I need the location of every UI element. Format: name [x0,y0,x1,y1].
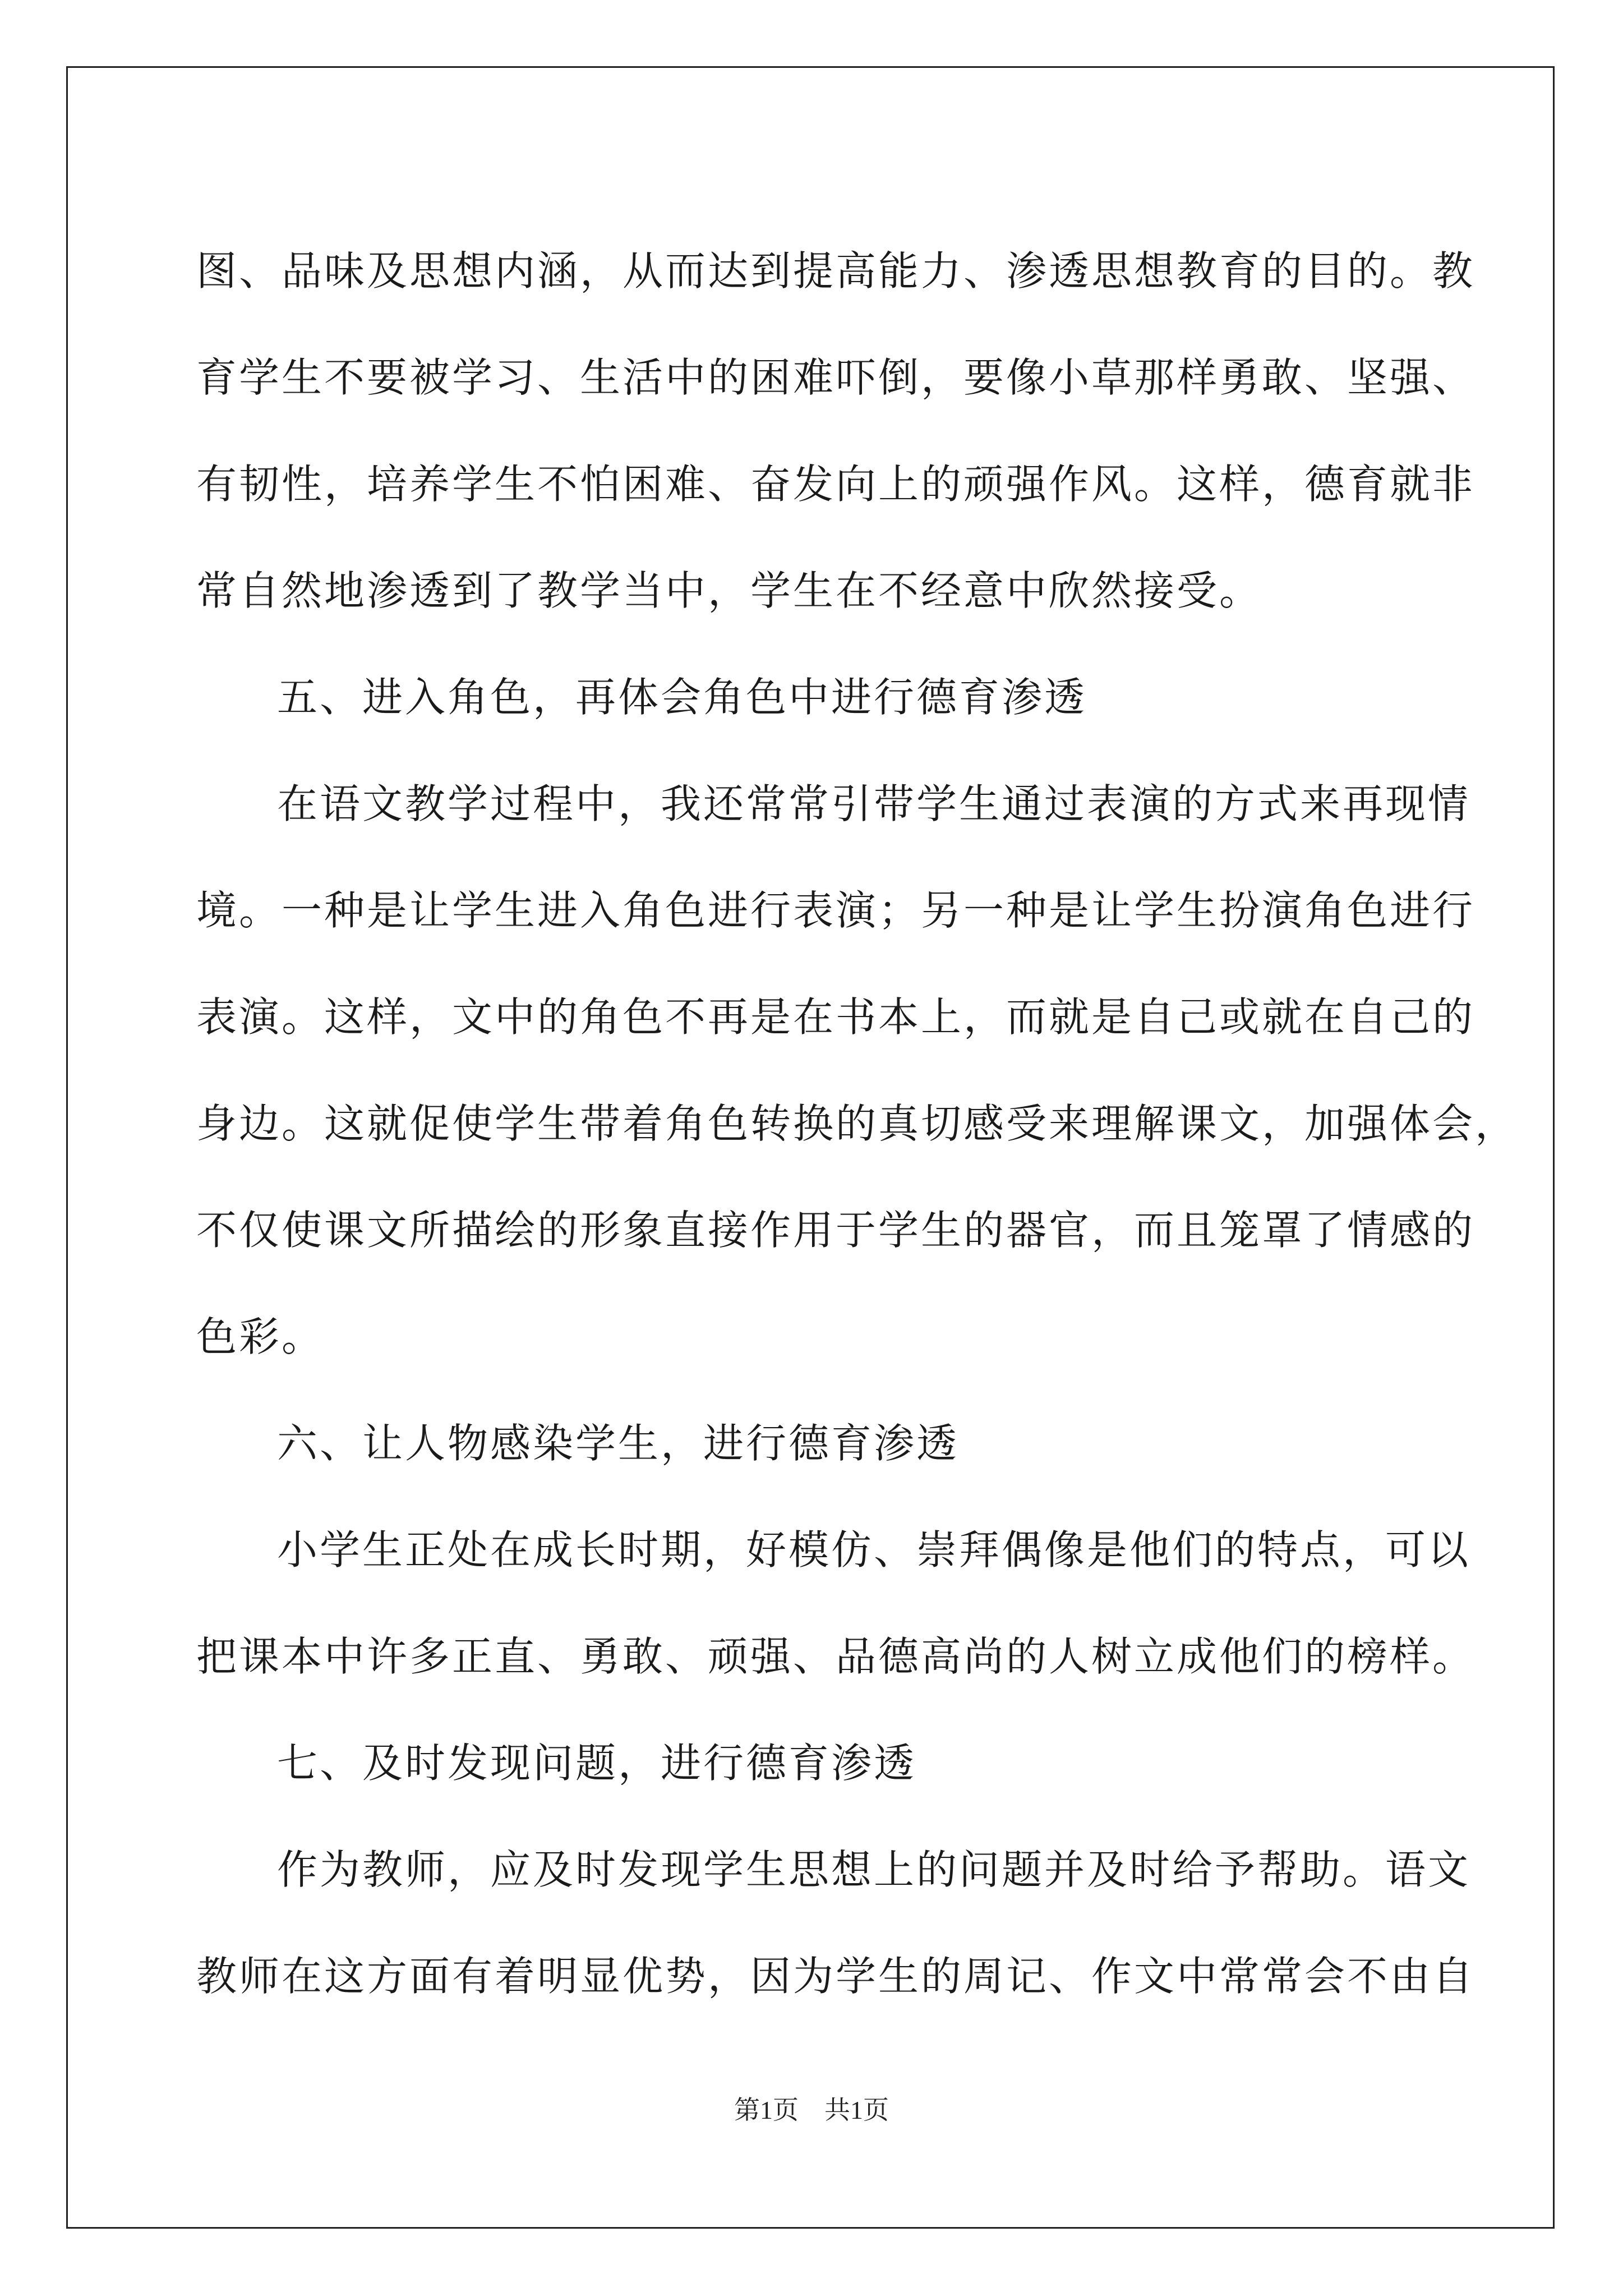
text-line: 把课本中许多正直、勇敢、顽强、品德高尚的人树立成他们的榜样。 [196,1633,1476,1680]
section-heading: 六、让人物感染学生，进行德育渗透 [277,1420,960,1467]
text-line: 常自然地渗透到了教学当中，学生在不经意中欣然接受。 [196,567,1262,614]
text-line: 在语文教学过程中，我还常常引带学生通过表演的方式来再现情 [277,780,1471,827]
section-heading: 五、进入角色，再体会角色中进行德育渗透 [277,674,1087,721]
text-line: 教师在这方面有着明显优势，因为学生的周记、作文中常常会不由自 [196,1953,1476,2000]
text-line: 表演。这样，文中的角色不再是在书本上，而就是自己或就在自己的 [196,993,1476,1041]
section-heading: 七、及时发现问题，进行德育渗透 [277,1740,917,1787]
text-line: 育学生不要被学习、生活中的困难吓倒，要像小草那样勇敢、坚强、 [196,354,1476,401]
text-line: 不仅使课文所描绘的形象直接作用于学生的器官，而且笼罩了情感的 [196,1207,1476,1254]
text-line: 作为教师，应及时发现学生思想上的问题并及时给予帮助。语文 [277,1846,1471,1893]
text-line: 色彩。 [196,1313,325,1360]
page-number: 第1页 共1页 [734,2096,889,2124]
text-line: 小学生正处在成长时期，好模仿、崇拜偶像是他们的特点，可以 [277,1526,1471,1573]
text-line: 身边。这就促使学生带着角色转换的真切感受来理解课文，加强体会， [196,1100,1518,1147]
document-body [196,218,1518,2030]
text-line: 境。一种是让学生进入角色进行表演；另一种是让学生扮演角色进行 [196,887,1476,934]
text-line: 图、品味及思想内涵，从而达到提高能力、渗透思想教育的目的。教 [196,247,1476,295]
text-line: 有韧性，培养学生不怕困难、奋发向上的顽强作风。这样，德育就非 [196,461,1476,508]
